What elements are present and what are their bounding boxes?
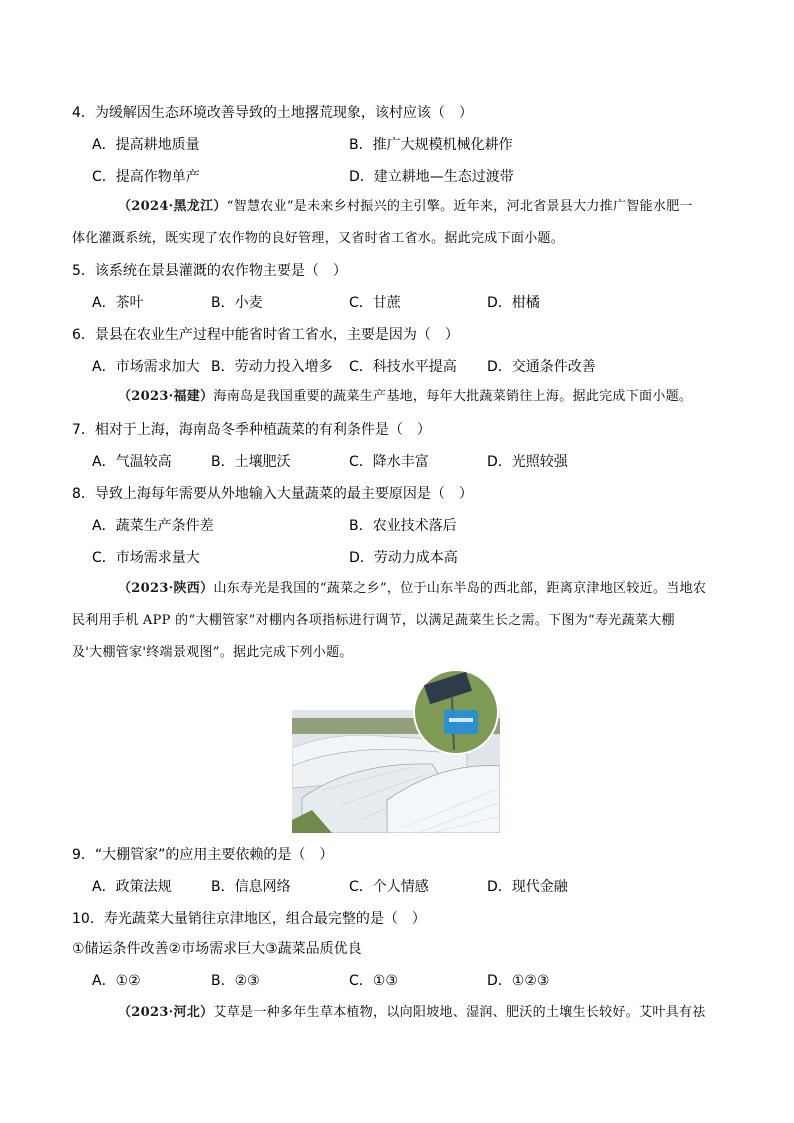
question-10-option-c: C．①③: [349, 973, 398, 989]
passage-4-line-1: [118, 1003, 706, 1023]
question-7-option-b: B．土壤肥沃: [211, 454, 291, 470]
greenhouse-photo: [292, 670, 500, 833]
question-9-option-c: C．个人情感: [349, 879, 429, 895]
question-5-option-c: C．甘蔗: [349, 295, 401, 311]
question-6-option-c: C．科技水平提高: [349, 359, 457, 375]
passage-3-line-1: [118, 579, 706, 599]
question-9-option-d: D．现代金融: [487, 879, 568, 895]
question-6-option-d: D．交通条件改善: [487, 359, 596, 375]
question-6-stem: 6．景县在农业生产过程中能省时省工省水，主要是因为（ ）: [72, 327, 459, 343]
passage-3-source: （2023·陕西）: [118, 581, 214, 596]
question-6-option-b: B．劳动力投入增多: [211, 359, 333, 375]
question-9-option-a: A．政策法规: [92, 879, 172, 895]
question-9-option-b: B．信息网络: [211, 879, 291, 895]
question-4-option-c: C．提高作物单产: [92, 169, 200, 185]
question-4-option-d: D．建立耕地—生态过渡带: [349, 169, 514, 185]
question-5-option-a: A．茶叶: [92, 295, 144, 311]
question-7-option-d: D．光照较强: [487, 454, 568, 470]
question-4-option-a: A．提高耕地质量: [92, 137, 200, 153]
question-6-option-a: A．市场需求加大: [92, 359, 200, 375]
question-7-stem: 7．相对于上海，海南岛冬季种植蔬菜的有利条件是（ ）: [72, 422, 431, 438]
question-4-stem: 4．为缓解因生态环境改善导致的土地撂荒现象，该村应该（ ）: [72, 105, 473, 121]
question-7-option-c: C．降水丰富: [349, 454, 429, 470]
passage-3-line-3: 及'大棚管家'终端景观图”。据此完成下列小题。: [72, 645, 353, 660]
question-5-option-b: B．小麦: [211, 295, 263, 311]
passage-2-line-1: [118, 387, 692, 407]
question-5-stem: 5．该系统在景县灌溉的农作物主要是（ ）: [72, 263, 347, 279]
question-8-option-b: B．农业技术落后: [349, 518, 457, 534]
passage-3-line-2: 民利用手机 APP 的“大棚管家”对棚内各项指标进行调节，以满足蔬菜生长之需。下图为“寿光蔬菜大棚: [72, 613, 675, 628]
passage-1-source: （2024·黑龙江）: [118, 199, 227, 214]
passage-2-source: （2023·福建）: [118, 389, 214, 404]
passage-1-text-1: “智慧农业”是未来乡村振兴的主引擎。近年来，河北省景县大力推广智能水肥一: [226, 199, 693, 214]
question-5-option-d: D．柑橘: [487, 295, 540, 311]
question-10-items: ①储运条件改善②市场需求巨大③蔬菜品质优良: [72, 941, 362, 957]
question-8-option-d: D．劳动力成本高: [349, 550, 458, 566]
question-7-option-a: A．气温较高: [92, 454, 172, 470]
question-8-stem: 8．导致上海每年需要从外地输入大量蔬菜的最主要原因是（ ）: [72, 486, 473, 502]
question-10-option-a: A．①②: [92, 973, 141, 989]
question-8-option-a: A．蔬菜生产条件差: [92, 518, 214, 534]
passage-4-source: （2023·河北）: [118, 1005, 214, 1020]
passage-2-text-1: 海南岛是我国重要的蔬菜生产基地，每年大批蔬菜销往上海。据此完成下面小题。: [213, 389, 693, 404]
question-9-stem: 9．“大棚管家”的应用主要依赖的是（ ）: [72, 847, 334, 863]
passage-1-line-2: 体化灌溉系统，既实现了农作物的良好管理，又省时省工省水。据此完成下面小题。: [72, 231, 565, 246]
passage-3-text-1: 山东寿光是我国的“蔬菜之乡”，位于山东半岛的西北部，距离京津地区较近。当地农: [213, 581, 707, 596]
question-10-option-d: D．①②③: [487, 973, 550, 989]
question-4-option-b: B．推广大规模机械化耕作: [349, 137, 513, 153]
question-8-option-c: C．市场需求量大: [92, 550, 200, 566]
passage-4-text-1: 艾草是一种多年生草本植物，以向阳坡地、湿润、肥沃的土壤生长较好。艾叶具有祛: [213, 1005, 706, 1020]
question-10-option-b: B．②③: [211, 973, 260, 989]
question-10-stem: 10．寿光蔬菜大量销往京津地区，组合最完整的是（ ）: [72, 911, 426, 927]
passage-1-line-1: [118, 197, 693, 217]
